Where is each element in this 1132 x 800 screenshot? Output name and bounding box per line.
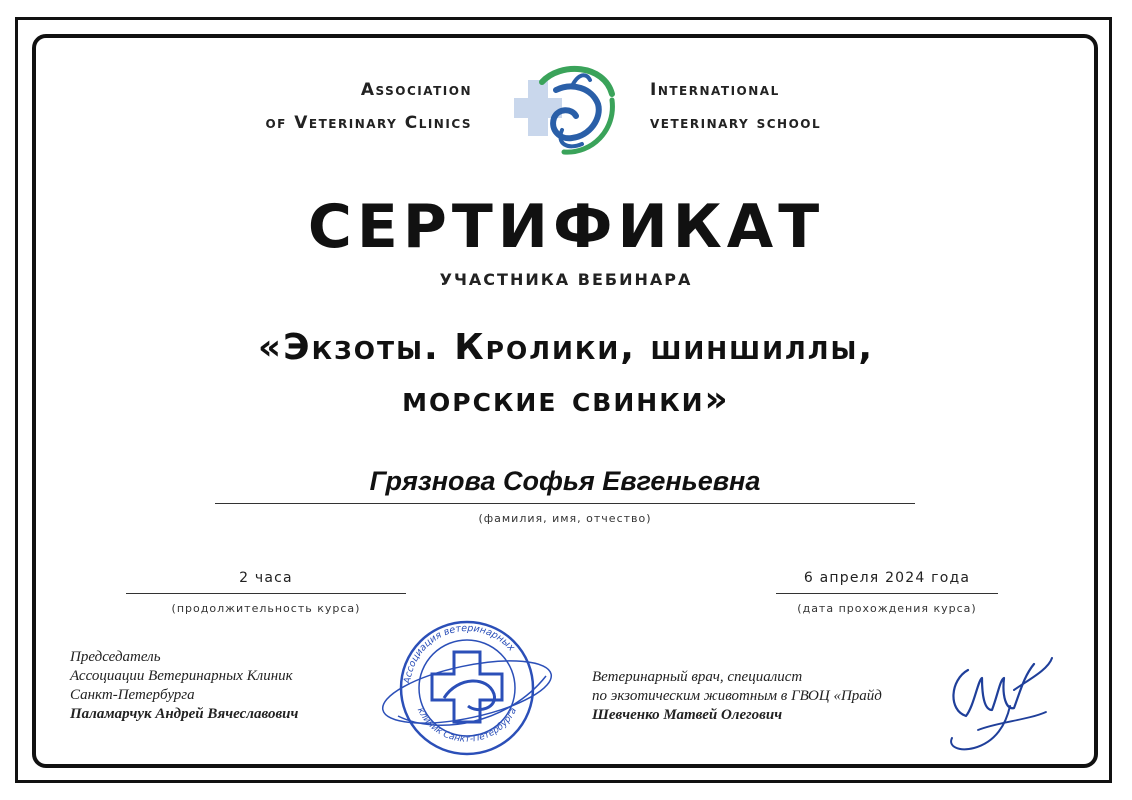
right-org-line2: veterinary school [650,113,822,133]
handwritten-signature [938,650,1058,760]
certificate-title: СЕРТИФИКАТ [307,192,825,262]
left-signatory-city: Санкт-Петербурга [70,687,195,703]
course-date: 6 апреля 2024 года [803,570,971,586]
duration-caption: (продолжительность курса) [171,602,361,615]
course-duration: 2 часа [239,570,293,586]
left-org-line2: of Veterinary Clinics [265,113,472,133]
right-org-line1: International [650,80,780,100]
seal-stamp [378,606,556,766]
date-caption: (дата прохождения курса) [797,602,977,615]
course-title [60,322,1072,426]
association-logo [512,60,622,158]
course-title-line1: «Экзоты. Кролики, шиншиллы, [257,327,875,368]
left-signatory [70,648,298,724]
right-signatory-name: Шевченко Матвей Олегович [592,707,783,723]
left-signatory-organization: Ассоциации Ветеринарных Клиник [70,668,293,684]
right-signatory-workplace: по экзотическим животным в ГВОЦ «Прайд [592,688,882,704]
right-signatory [592,668,882,725]
stamp-text-bottom: клиник Санкт-Петербурга [414,706,520,745]
name-underline [215,503,915,504]
course-title-line2: морские свинки» [402,379,730,420]
participant-name: Грязнова Софья Евгеньевна [369,466,761,496]
stamp-text-top: Ассоциация ветеринарных [402,622,517,685]
left-signatory-name: Паламарчук Андрей Вячеславович [70,706,299,722]
date-underline [776,593,998,594]
right-signatory-position: Ветеринарный врач, специалист [592,669,803,685]
left-org-line1: Association [360,80,472,100]
duration-underline [126,593,406,594]
name-caption: (фамилия, имя, отчество) [478,512,652,525]
certificate-subtitle: УЧАСТНИКА ВЕБИНАРА [439,270,693,289]
right-organization [650,74,821,140]
left-signatory-position: Председатель [70,649,161,665]
left-organization [265,74,472,140]
